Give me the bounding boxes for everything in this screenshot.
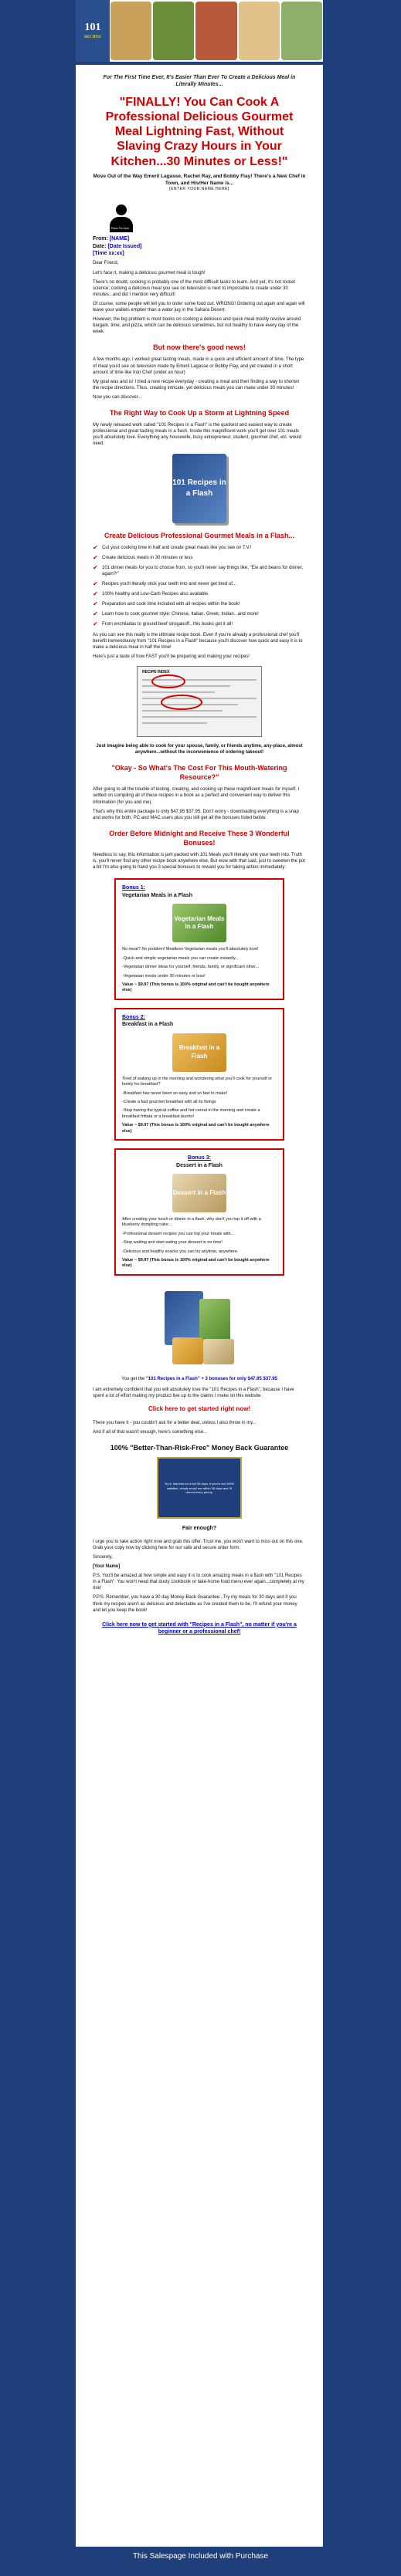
bonus-line: After creating your lunch or dinner in a flash, why don't you top it off with a blueberry dumpling cake... [122,1216,261,1228]
bonus-value: Value ~ $9.97 (This bonus is 100% original and can't be bought anywhere else) [122,982,270,993]
bonuses-intro: Needless to say, this information is jam packed with 101 Meals you'll literally sink your teeth into. Truth is, you'll never find any other recipe book anywhere else. But wow with that said, just to sweeten the pot a bit I'm also going to hand you 3 special bonuses to reward you for taking action immediately: [93,853,305,870]
bonus-line: -Professional dessert recipes you can top your meals with... [122,1231,235,1236]
logo-tag: RECIPES [84,35,101,40]
offer-line-prefix: You get the [121,1376,145,1381]
cost-heading: "Okay - So What's The Cost For This Mouth-Watering Resource?" [111,764,287,782]
food-photo [195,2,236,60]
bonus-value: Value ~ $9.97 (This bonus is 100% original and can't be bought anywhere else) [122,1123,270,1134]
ps-paragraph: P.S. You'll be amazed at how simple and easy it is to cook amazing meals in a flash with "101 Recipes in a Flash". You won't need that dusty cookbook or take-home food menu ever again...completely at my risk! [93,1574,304,1591]
features-paragraph: As you can see this really is the ultimate recipe book. Even if you're already a professional chef you'll benefit tremendously from "101 Recipes in a Flash" because you'll discover how quick and easy it is to make a delicious meal in half the time! [93,632,303,650]
bundle-book [203,1339,234,1364]
fair-enough: Fair enough? [182,1526,217,1532]
screenshot-line [142,722,207,724]
one-more-paragraph: And if all of that wasn't enough, here's something else... [93,1430,208,1435]
logo [76,0,110,62]
bonus-cover-title: Dessert in a Flash [172,1188,226,1196]
feature-item: ✔ Create delicious meals in 30 minutes or less [93,555,306,561]
bonus-cover-title: Breakfast in a Flash [178,1043,220,1060]
feature-item: ✔ 101 dinner meals for you to choose from, so you'll never say things like, "Ew and beans for dinner, again?!" [93,565,306,577]
from-label: From: [93,236,108,242]
features-list [93,545,306,628]
storm-heading: The Right Way to Cook Up a Storm at Lightning Speed [109,409,290,418]
bonus-line: No meat? No problem! Meatless-Vegetarian meals you'll absolutely love! [122,947,259,952]
pps-paragraph: P.P.S. Remember, you have a 30 day Money-Back Guarantee...Try my meals for 30 days and if you think my recipes aren't as delicious and delectable as I've created them to be, I'll refund your money and let you keep the book! [93,1595,297,1613]
bonus-box-3 [114,1148,284,1276]
screenshot-line [142,710,223,712]
feature-item: ✔ Learn how to cook gourmet style: Chinese, Italian, Greek, Indian...and more! [93,611,306,617]
logo-number: 101 [84,22,101,34]
bonus-line: -Vegetarian meals under 30 minutes or less! [122,973,206,979]
letter-paragraph: Of course, some people will tell you to order some food out. WRONG! Ordering out again and again will leave your wallets emptier than a water jug in the Sahara Desert. [93,301,305,313]
product-bundle-image [157,1283,242,1368]
avatar-caption: Place Pic Here [111,227,130,231]
bonus-box-2 [114,1008,284,1141]
greeting: Dear Friend, [93,261,119,266]
screenshot-line [142,691,215,693]
bundle-book [172,1337,203,1364]
food-photo [281,2,322,60]
feature-item: ✔ Preparation and cook time included with all recipes within the book! [93,601,306,607]
closing-paragraph: I urge you to take action right now and grab this offer. Trust me, you won't want to miss out on this one. Grab your copy now by clicking here for our safe and secure order form. [93,1539,304,1550]
good-news-paragraph: A few months ago, I worked great tasting meals, made in a quick and efficient amount of time. The type of meal you'd see on television made by Emeril Lagasse or Bobby Flay, and yet created in a short amount of time like Iron Chef (under an hour) [93,357,304,375]
feature-item: ✔ Cut your cooking time in half and create great meals like you see on T.V.! [93,545,306,551]
cost-paragraph: That's why this entire package is only $47.95 $37.95. Don't worry - downloading everything is a snap and works for both, PC and MAC users plus you still get all the bonuses listed below. [93,809,299,820]
final-order-link[interactable]: Click here now to get started with "Recipes in a Flash", no matter if you're a beginner or a professional chef! [102,1621,297,1635]
highlight-circle [151,674,185,688]
guarantee-seal-text: Try it, risk-free for a full 30 days. If you're not 100% satisfied, simply email me within 30 days and I'll refund every penny. [164,1482,235,1494]
feature-item: ✔ Recipes you'll literally stick your teeth into and never get tired of... [93,581,306,587]
signoff: Sincerely, [93,1554,113,1560]
avatar-head [116,205,127,215]
author-photo-placeholder [110,203,133,232]
bonus-cover [172,1033,226,1072]
from-block [93,235,306,257]
bonus-value: Value ~ $9.97 (This bonus is 100% original and can't be bought anywhere else) [122,1258,270,1269]
bonus-line: -Create a fast gourmet breakfast with all its fixings [122,1099,216,1104]
bonus-name: Vegetarian Meals in a Flash [122,892,193,898]
from-value: [NAME] [109,236,130,242]
ebook-cover [172,454,226,523]
subheadline: Move Out of the Way Emeril Lagasse, Rachel Ray, and Bobby Flay! There's a New Chef in Town, and His/Her Name is... [93,173,306,186]
salespage [76,0,323,2547]
bonus-cover-title: Vegetarian Meals in a Flash [174,914,225,931]
recipe-index-screenshot [137,666,262,737]
bonus-name: Breakfast in a Flash [122,1022,174,1028]
good-news-heading: But now there's good news! [153,343,246,352]
screenshot-title: RECIPE INDEX [142,669,170,674]
bonus-name: Dessert in a Flash [176,1162,223,1168]
food-photo [110,2,151,60]
imagine-text: Just imagine being able to cook for your spouse, family, or friends anytime, any-place, almost anywhere...without the inconvenience of ordering takeout! [96,743,303,756]
storm-paragraph: My newly released work called "101 Recipes in a Flash" is the quickest and easiest way to create professional and great tasting meals in a flash. Inside this magnificent work you'll get over 101 meals you'll absolutely love. Everything any housewife, busy entrepreneur, student, gourmet chef, etc. would need. [93,423,301,447]
good-news-paragraph: My goal was and is! I tried a new recipe everyday - creating a meal and then finding a way to shorten the recipe directions. Thus, creating intricate, yet delicious meals you can make under 30 minutes! [93,379,300,390]
bonus-line: -Stop having the typical coffee and hot cereal in the morning and create a breakfast frittata or a breakfast burrito! [122,1108,260,1119]
ebook-cover-title: 101 Recipes in a Flash [172,478,226,498]
bonus-number: Bonus 3: [188,1155,211,1161]
header-banner [76,0,323,65]
intro-text: For The First Time Ever, It's Easier Than Ever To Create a Delicious Meal in Literally Minutes... [103,75,296,88]
cost-paragraph: After going to all the trouble of testing, creating, and cooking up these magnificent meals for myself, I settled on compiling all of these recipes in a book as a perfect and convenient way to deliver this information (for you and me). [93,787,300,805]
headline: "FINALLY! You Can Cook A Professional Delicious Gourmet Meal Lightning Fast, Without Slaving Crazy Hours in Your Kitchen...30 Minutes or Less!" [105,95,294,168]
bonus-line: -Vegetarian dinner ideas for yourself, friends, family, or significant other... [122,965,260,970]
letter-paragraph: Let's face it, making a delicious gourmet meal is tough! [93,270,206,276]
features-heading: Create Delicious Professional Gourmet Meals in a Flash... [104,531,295,539]
bonus-line: -Stop waiting and start eating your dessert in no time! [122,1240,223,1246]
date-label: Date: [93,243,107,249]
bonuses-heading: Order Before Midnight and Receive These 3 Wonderful Bonuses! [109,829,290,847]
offer-line-bold: "101 Recipes in a Flash" + 3 bonuses for only $47.95 $37.95 [145,1376,277,1381]
confidence-paragraph: I am extremely confident that you will absolutely love the "101 Recipes in a Flash", because I have spent a lot of effort making my product live up to the claims I make on this website. [93,1388,294,1399]
food-photo [153,2,194,60]
signature-name: [Your Name] [93,1564,121,1570]
bonus-cover [172,904,226,942]
food-photo [239,2,280,60]
bonus-line: -Quick and simple vegetarian meals you can create instantly... [122,955,239,961]
one-more-paragraph: There you have it - you couldn't ask for a better deal, unless I also throw in my... [93,1420,257,1425]
bonus-line: -Delicious and healthy snacks you can try anytime, anywhere. [122,1249,239,1254]
bundle-book [199,1299,230,1341]
bonus-line: -Breakfast has never been so easy and so fast to make! [122,1090,228,1096]
highlight-circle [161,695,202,710]
guarantee-heading: 100% "Better-Than-Risk-Free" Money Back Guarantee [110,1444,289,1452]
enter-name-placeholder: [ENTER YOUR NAME HERE] [169,187,229,192]
footer-caption: This Salespage Included with Purchase [0,2551,401,2562]
guarantee-seal [157,1457,242,1519]
features-paragraph: Here's just a taste of how FAST you'll be preparing and making your recipes! [93,654,250,659]
letter-paragraph: However, the big problem is most books on cooking a delicious and quick meal mostly revolve around bargain, time, and pizza, which can be delicious sometimes, but not healthy to have every day of the week. [93,317,301,335]
good-news-paragraph: Now you can discover... [93,394,142,400]
letter-paragraph: There's no doubt, cooking is probably one of the most difficult tasks to learn. And yet, it's not rocket science; cooking a delicious meal you see on television is next to impossible to create under 30 minutes...and did I mention very difficult! [93,279,295,297]
bonus-box-1 [114,878,284,999]
order-link[interactable]: Click here to get started right now! [148,1405,250,1413]
bonus-line: Tired of waking up in the morning and wondering what you'll cook for yourself or family for breakfast? [122,1076,273,1087]
bonus-cover [172,1174,226,1212]
bonus-number: Bonus 1: [122,885,145,891]
time-value: [Time xx:xx] [93,250,124,256]
offer-line [93,1376,306,1382]
feature-item: ✔ From enchiladas to ground beef stroganoff...this books got it all! [93,621,306,627]
feature-item: ✔ 100% healthy and Low-Carb Recipes also available. [93,591,306,597]
screenshot-line [142,716,257,718]
date-value: [Date Issued] [107,243,142,249]
bonus-number: Bonus 2: [122,1014,145,1020]
